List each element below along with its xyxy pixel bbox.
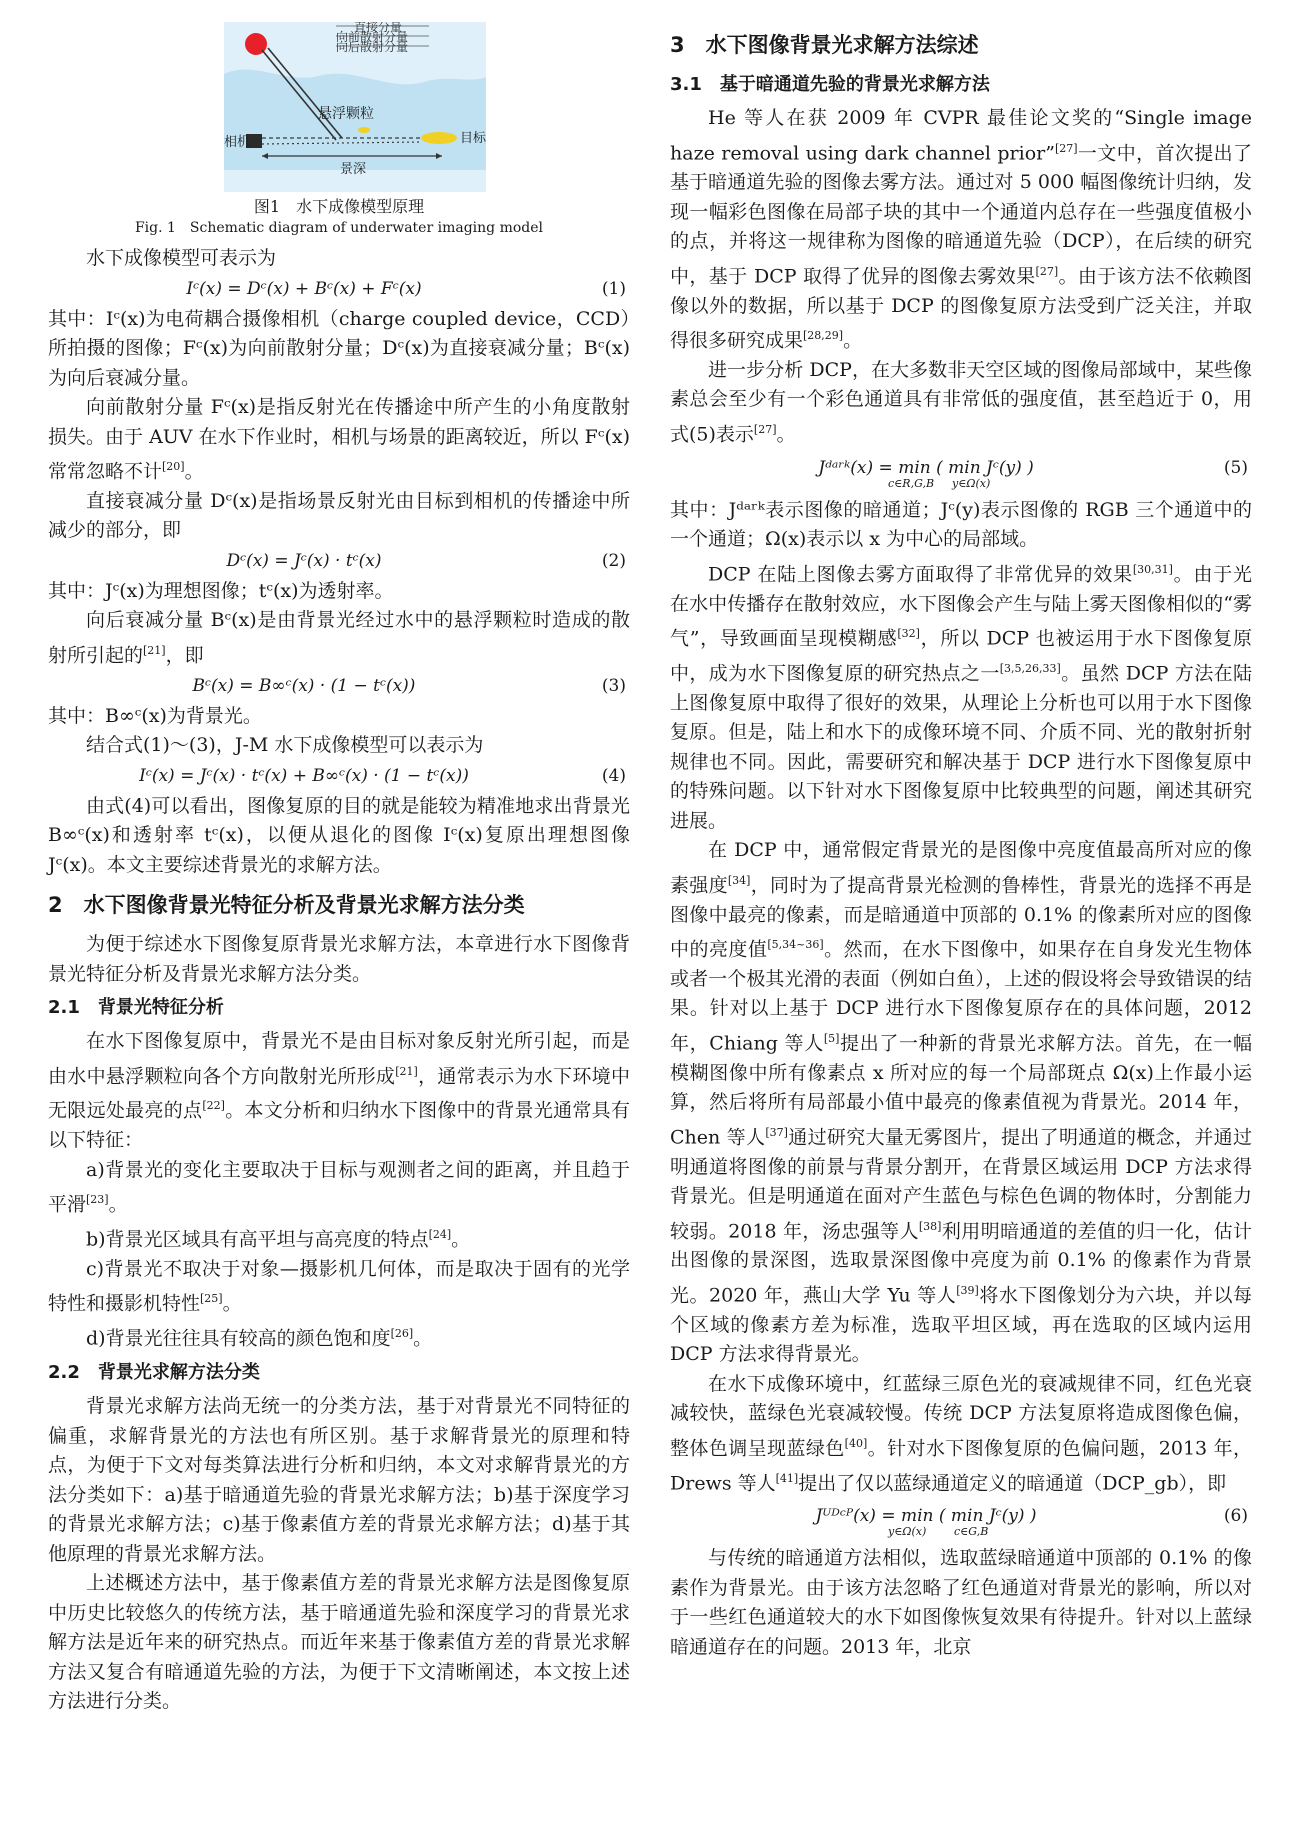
paragraph: 上述概述方法中，基于像素值方差的背景光求解方法是图像复原中历史比较悠久的传统方法，基于暗通道先验和深度学习的背景光求解方法是近年来的研究热点。而近年来基于像素值方差的背景光求解方法又复合有暗通道先验的方法，为便于下文清晰阐述，本文按上述方法进行分类。: [48, 1572, 630, 1713]
equation-subscript: c∈G,B: [954, 1525, 989, 1539]
equation-number: (2): [601, 550, 626, 571]
citation: [34]: [727, 873, 751, 887]
equation-2: [48, 546, 630, 577]
citation: [25]: [200, 1292, 223, 1306]
label-direct: 直接分量: [354, 22, 403, 34]
label-target: 目标: [460, 131, 486, 146]
label-forward: 向前散射分量: [336, 30, 409, 44]
target-fish-icon: [421, 132, 457, 144]
citation: [41]: [775, 1471, 799, 1485]
equation-subscript: c∈R,G,B: [888, 476, 935, 490]
label-back: 向后散射分量: [336, 40, 409, 54]
citation: [22]: [202, 1099, 225, 1113]
citation: [5,34~36]: [767, 938, 824, 952]
citation: [20]: [162, 460, 185, 473]
section-heading-3: 3 水下图像背景光求解方法综述: [670, 33, 979, 57]
label-camera: 相机: [224, 135, 251, 150]
equation-formula: Jᵈᵃʳᵏ(x) = min ( min Jᶜ(y) ): [818, 457, 1034, 478]
citation: [27]: [753, 422, 777, 436]
list-item: d)背景光往往具有较高的颜色饱和度[26]。: [86, 1327, 433, 1350]
imaging-model-diagram: [224, 22, 486, 192]
equation-number: (5): [1223, 457, 1248, 478]
list-item: a)背景光的变化主要取决于目标与观测者之间的距离，并且趋于平滑[23]。: [48, 1158, 630, 1216]
paragraph: 由式(4)可以看出，图像复原的目的就是能较为精准地求出背景光 B∞ᶜ(x)和透射率 tᶜ(x)，以便从退化的图像 Iᶜ(x)复原出理想图像 Jᶜ(x)。本文主要综述背景光的求解方法。: [48, 794, 630, 876]
paragraph: He 等人在获 2009 年 CVPR 最佳论文奖的“Single image haze removal using dark channel prior”[27]一文中，首次提出了基于暗通道先验的图像去雾方法。通过对 5 000 幅图像统计归纳，发现一幅彩色图像在局部子块的其中一个通道内总存在一些强度值极小的点，并将这一规律称为图像的暗通道先验（DCP），在后续的研究中，基于 DCP 取得了优异的图像去雾效果[27]。由于该方法不依赖图像以外的数据，所以基于 DCP 的图像复原方法受到广泛关注，并取得很多研究成果[28,29]。: [670, 107, 1252, 352]
equation-formula: Jᵁᴰᶜᴾ(x) = min ( min Jᶜ(y) ): [815, 1506, 1037, 1527]
subsection-heading-3-1: 3.1 基于暗通道先验的背景光求解方法: [670, 74, 990, 95]
equation-subscript: y∈Ω(x): [952, 476, 991, 490]
citation: [28,29]: [803, 329, 844, 343]
equation-number: (4): [601, 765, 626, 786]
citation: [5]: [823, 1031, 840, 1045]
equation-subscript: y∈Ω(x): [888, 1525, 927, 1539]
paragraph: 其中：B∞ᶜ(x)为背景光。: [48, 704, 262, 727]
citation: [26]: [390, 1327, 414, 1341]
figure-underwater-imaging-model: [224, 22, 486, 192]
equation-4: [48, 761, 630, 792]
list-item: b)背景光区域具有高平坦与高亮度的特点[24]。: [86, 1228, 471, 1251]
equation-formula: Bᶜ(x) = B∞ᶜ(x) · (1 − tᶜ(x)): [192, 675, 416, 696]
paragraph: 向前散射分量 Fᶜ(x)是指反射光在传播途中所产生的小角度散射损失。由于 AUV 在水下作业时，相机与场景的距离较近，所以 Fᶜ(x)常常忽略不计[20]。: [48, 396, 630, 483]
paragraph: 为便于综述水下图像复原背景光求解方法，本章进行水下图像背景光特征分析及背景光求解方法分类。: [48, 933, 630, 985]
figure-caption-en: Fig. 1 Schematic diagram of underwater imaging model: [134, 220, 544, 236]
paragraph: 其中：Iᶜ(x)为电荷耦合摄像相机（charge coupled device，CCD）所拍摄的图像；Fᶜ(x)为向前散射分量；Dᶜ(x)为直接衰减分量；Bᶜ(x)为向后衰减分量。: [48, 307, 630, 389]
paragraph: DCP 在陆上图像去雾方面取得了非常优异的效果[30,31]。由于光在水中传播存在散射效应，水下图像会产生与陆上雾天图像相似的“雾气”，导致画面呈现模糊感[32]，所以 DCP 也被运用于水下图像复原中，成为水下图像复原的研究热点之一[3,5,26,33]。虽然 DCP 方法在陆上图像复原中取得了很好的效果，从理论上分析也可以用于水下图像复原。但是，陆上和水下的成像环境不同、介质不同、光的散射折射规律也不同。因此，需要研究和解决基于 DCP 进行水下图像复原中的特殊问题。以下针对水下图像复原中比较典型的问题，阐述其研究进展。: [670, 562, 1252, 832]
citation: [23]: [86, 1193, 109, 1207]
equation-5: [670, 450, 1252, 496]
citation: [40]: [844, 1436, 868, 1450]
paragraph: 与传统的暗通道方法相似，选取蓝绿暗通道中顶部的 0.1% 的像素作为背景光。由于该方法忽略了红色通道对背景光的影响，所以对于一些红色通道较大的水下如图像恢复效果有待提升。针对以上蓝绿暗通道存在的问题。2013 年，北京: [670, 1547, 1252, 1658]
equation-number: (6): [1223, 1506, 1248, 1527]
figure-caption-cn: 图1 水下成像模型原理: [253, 197, 425, 216]
subsection-heading-2-1: 2.1 背景光特征分析: [48, 997, 224, 1019]
equation-formula: Iᶜ(x) = Jᶜ(x) · tᶜ(x) + B∞ᶜ(x) · (1 − tᶜ(x)): [139, 765, 469, 786]
equation-1: [48, 274, 630, 305]
section-heading-2: 2 水下图像背景光特征分析及背景光求解方法分类: [48, 893, 525, 918]
paragraph: 背景光求解方法尚无统一的分类方法，基于对背景光不同特征的偏重，求解背景光的方法也有所区别。基于求解背景光的原理和特点，为便于下文对每类算法进行分析和归纳，本文对求解背景光的方法分类如下：a)基于暗通道先验的背景光求解方法；b)基于深度学习的背景光求解方法；c)基于像素值方差的背景光求解方法；d)基于其他原理的背景光求解方法。: [48, 1395, 630, 1565]
paragraph: 在水下图像复原中，背景光不是由目标对象反射光所引起，而是由水中悬浮颗粒向各个方向散射光所形成[21]，通常表示为水下环境中无限远处最亮的点[22]。本文分析和归纳水下图像中的背景光通常具有以下特征：: [48, 1030, 630, 1152]
citation: [21]: [395, 1064, 418, 1078]
citation: [24]: [428, 1228, 452, 1242]
citation: [21]: [143, 643, 166, 657]
citation: [27]: [1035, 264, 1059, 278]
left-column: [48, 22, 630, 1717]
paragraph: 水下成像模型可表示为: [86, 247, 277, 269]
subsection-heading-2-2: 2.2 背景光求解方法分类: [48, 1362, 260, 1384]
citation: [32]: [897, 627, 920, 641]
equation-number: (3): [601, 675, 626, 696]
label-depth: 景深: [340, 162, 367, 177]
paragraph: 在 DCP 中，通常假定背景光的是图像中亮度值最高所对应的像素强度[34]，同时为了提高背景光检测的鲁棒性，背景光的选择不再是图像中最亮的像素，而是暗通道中顶部的 0.1% 的像素所对应的图像中的亮度值[5,34~36]。然而，在水下图像中，如果存在自身发光生物体或者一个极其光滑的表面（例如白鱼），上述的假设将会导致错误的结果。针对以上基于 DCP 进行水下图像复原存在的具体问题，2012 年，Chiang 等人[5]提出了一种新的背景光求解方法。首先，在一幅模糊图像中所有像素点 x 所对应的每一个局部斑点 Ω(x)上作最小运算，然后将所有局部最小值中最亮的像素值视为背景光。2014 年，Chen 等人[37]通过研究大量无雾图片，提出了明通道的概念，并通过明通道将图像的前景与背景分割开，在背景区域运用 DCP 方法求得背景光。但是明通道在面对产生蓝色与棕色色调的物体时，分割能力较弱。2018 年，汤忠强等人[38]利用明暗通道的差值的归一化，估计出图像的景深图，选取景深图像中亮度为前 0.1% 的像素作为背景光。2020 年，燕山大学 Yu 等人[39]将水下图像划分为六块，并以每个区域的像素方差为标准，选取平坦区域，再在选取的区域内运用 DCP 方法求得背景光。: [670, 839, 1252, 1366]
particle-icon: [358, 127, 370, 133]
citation: [3,5,26,33]: [999, 661, 1061, 675]
list-item: c)背景光不取决于对象—摄影机几何体，而是取决于固有的光学特性和摄影机特性[25]。: [48, 1257, 630, 1315]
label-particles: 悬浮颗粒: [318, 106, 374, 122]
paragraph: 向后衰减分量 Bᶜ(x)是由背景光经过水中的悬浮颗粒时造成的散射所引起的[21]，即: [48, 609, 630, 667]
paragraph: 在水下成像环境中，红蓝绿三原色光的衰减规律不同，红色光衰减较快，蓝绿色光衰减较慢。传统 DCP 方法复原将造成图像色偏，整体色调呈现蓝绿色[40]。针对水下图像复原的色偏问题，2013 年，Drews 等人[41]提出了仅以蓝绿通道定义的暗通道（DCP_gb），即: [670, 1372, 1252, 1494]
equation-formula: Dᶜ(x) = Jᶜ(x) · tᶜ(x): [226, 550, 382, 571]
citation: [30,31]: [1132, 562, 1173, 576]
equation-number: (1): [601, 278, 626, 299]
citation: [37]: [765, 1125, 788, 1139]
equation-3: [48, 671, 630, 702]
paragraph: 进一步分析 DCP，在大多数非天空区域的图像局部域中，某些像素总会至少有一个彩色通道具有非常低的强度值，甚至趋近于 0，用式(5)表示[27]。: [670, 358, 1252, 446]
paragraph: 结合式(1)～(3)，J-M 水下成像模型可以表示为: [86, 734, 484, 757]
paragraph: 其中：Jᵈᵃʳᵏ表示图像的暗通道；Jᶜ(y)表示图像的 RGB 三个通道中的一个通道；Ω(x)表示以 x 为中心的局部域。: [670, 498, 1252, 551]
right-column: [670, 22, 1252, 1662]
equation-6: [670, 1498, 1252, 1544]
equation-formula: Iᶜ(x) = Dᶜ(x) + Bᶜ(x) + Fᶜ(x): [186, 278, 422, 299]
citation: [27]: [1054, 141, 1078, 155]
paragraph: 直接衰减分量 Dᶜ(x)是指场景反射光由目标到相机的传播途中所减少的部分，即: [48, 489, 630, 542]
paragraph: 其中：Jᶜ(x)为理想图像；tᶜ(x)为透射率。: [48, 579, 394, 602]
citation: [38]: [918, 1219, 942, 1233]
citation: [39]: [956, 1283, 979, 1297]
